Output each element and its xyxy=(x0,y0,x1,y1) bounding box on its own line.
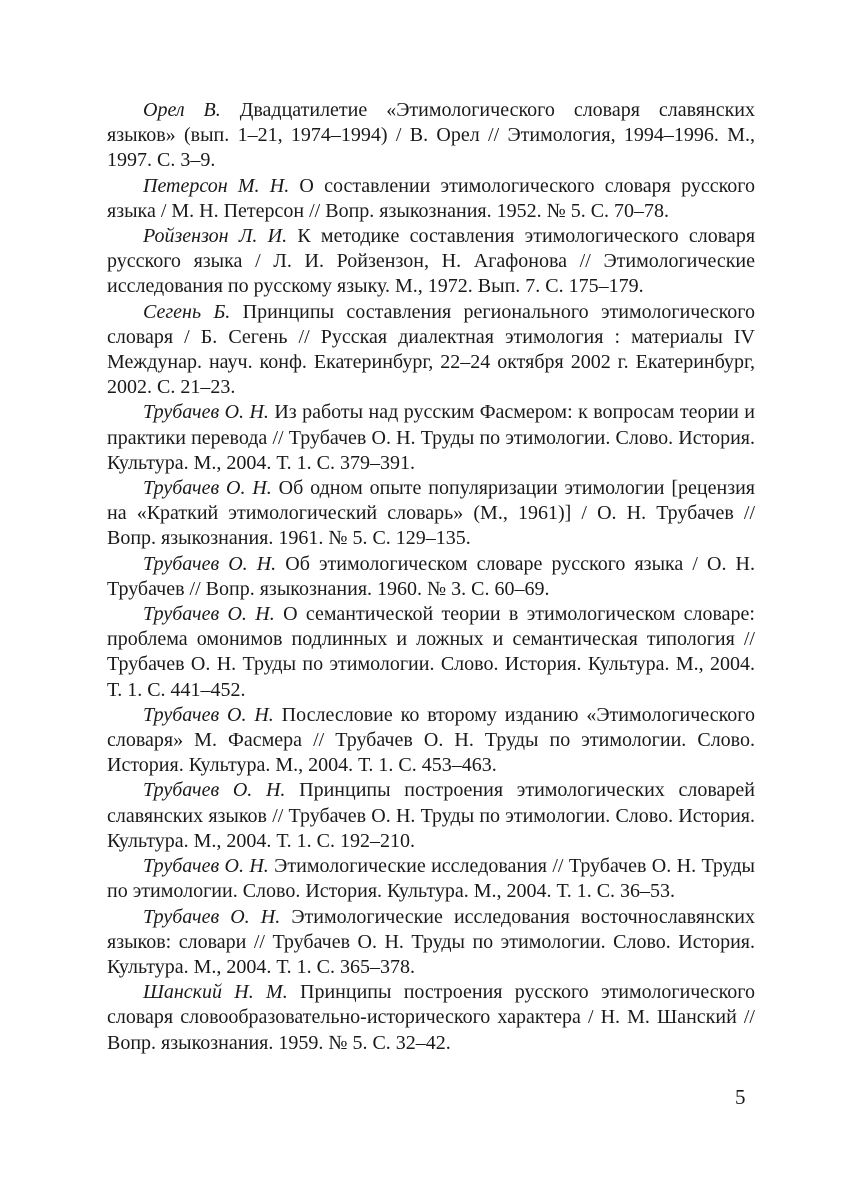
entry-text: Принципы построения этимологических словарей славянских языков // Трубачев О. Н. Труды по этимологии. Слово. История. Культура. М., 2004. Т. 1. С. 192–210. xyxy=(107,779,755,852)
entry-text: Об одном опыте популяризации этимологии [рецензия на «Краткий этимологический словарь» (М., 1961)] / О. Н. Трубачев // Вопр. языкознания. 1961. № 5. С. 129–135. xyxy=(107,477,755,550)
page-number: 5 xyxy=(735,1085,746,1109)
entry-text: Из работы над русским Фасмером: к вопросам теории и практики перевода // Трубачев О. Н. Труды по этимологии. Слово. История. Культура. М., 2004. Т. 1. С. 379–391. xyxy=(107,401,755,474)
entry-text: Принципы построения русского этимологического словаря словообразовательно-исторического характера / Н. М. Шанский // Вопр. языкознания. 1959. № 5. С. 32–42. xyxy=(107,981,756,1054)
bibliography-entry xyxy=(107,224,755,300)
entry-author: Трубачев О. Н. xyxy=(143,603,275,626)
entry-author: Сегень Б. xyxy=(143,300,231,323)
bibliography-entry xyxy=(107,703,755,779)
entry-text: Об этимологическом словаре русского языка / О. Н. Трубачев // Вопр. языкознания. 1960. № 3. С. 60–69. xyxy=(107,552,755,600)
entry-text: К методике составления этимологического словаря русского языка / Л. И. Ройзензон, Н. Агафонова // Этимологические исследования по русскому языку. М., 1972. Вып. 7. С. 175–179. xyxy=(107,225,756,298)
entry-author: Трубачев О. Н. xyxy=(143,703,274,726)
entry-text: Двадцатилетие «Этимологического словаря славянских языков» (вып. 1–21, 1974–1994) / В. Орел // Этимология, 1994–1996. М., 1997. С. 3–9. xyxy=(107,99,755,172)
entry-text: Принципы составления регионального этимологического словаря / Б. Сегень // Русская диалектная этимология : материалы IV Междунар. науч. конф. Екатеринбург, 22–24 октября 2002 г. Екатеринбург, 2002. С. 21–23. xyxy=(107,300,755,399)
bibliography-entry xyxy=(107,905,755,981)
bibliography-entry xyxy=(107,400,755,476)
entry-author: Орел В. xyxy=(143,99,221,121)
entry-author: Трубачев О. Н. xyxy=(143,401,269,424)
bibliography-entry xyxy=(107,854,755,904)
bibliography-entry xyxy=(107,552,755,602)
entry-text: О составлении этимологического словаря русского языка / М. Н. Петерсон // Вопр. языкознания. 1952. № 5. С. 70–78. xyxy=(107,174,755,222)
entry-author: Шанский Н. М. xyxy=(143,981,288,1004)
bibliography-entry xyxy=(107,98,755,174)
entry-author: Трубачев О. Н. xyxy=(143,552,277,575)
bibliography-entry xyxy=(107,300,755,401)
bibliography-entry xyxy=(107,602,755,703)
bibliography-entry xyxy=(107,174,755,224)
bibliography-entry xyxy=(107,980,755,1056)
entry-author: Трубачев О. Н. xyxy=(143,905,281,928)
entry-text: Этимологические исследования восточнославянских языков: словари // Трубачев О. Н. Труды по этимологии. Слово. История. Культура. М., 2004. Т. 1. С. 365–378. xyxy=(107,905,755,978)
entry-text: О семантической теории в этимологическом словаре: проблема омонимов подлинных и ложных и семантическая типология // Трубачев О. Н. Труды по этимологии. Слово. История. Культура. М., 2004. Т. 1. С. 441–452. xyxy=(107,603,755,701)
entry-text: Послесловие ко второму изданию «Этимологического словаря» М. Фасмера // Трубачев О. Н. Труды по этимологии. Слово. История. Культура. М., 2004. Т. 1. С. 453–463. xyxy=(107,703,755,777)
entry-author: Ройзензон Л. И. xyxy=(143,225,288,248)
entry-author: Трубачев О. Н. xyxy=(143,477,272,500)
entry-author: Трубачев О. Н. xyxy=(143,855,269,878)
bibliography-list xyxy=(107,98,755,1056)
bibliography-entry xyxy=(107,778,755,854)
entry-author: Петерсон М. Н. xyxy=(143,174,290,197)
bibliography-entry xyxy=(107,476,755,552)
entry-author: Трубачев О. Н. xyxy=(143,779,286,802)
entry-text: Этимологические исследования // Трубачев О. Н. Труды по этимологии. Слово. История. Культура. М., 2004. Т. 1. С. 36–53. xyxy=(107,855,755,903)
